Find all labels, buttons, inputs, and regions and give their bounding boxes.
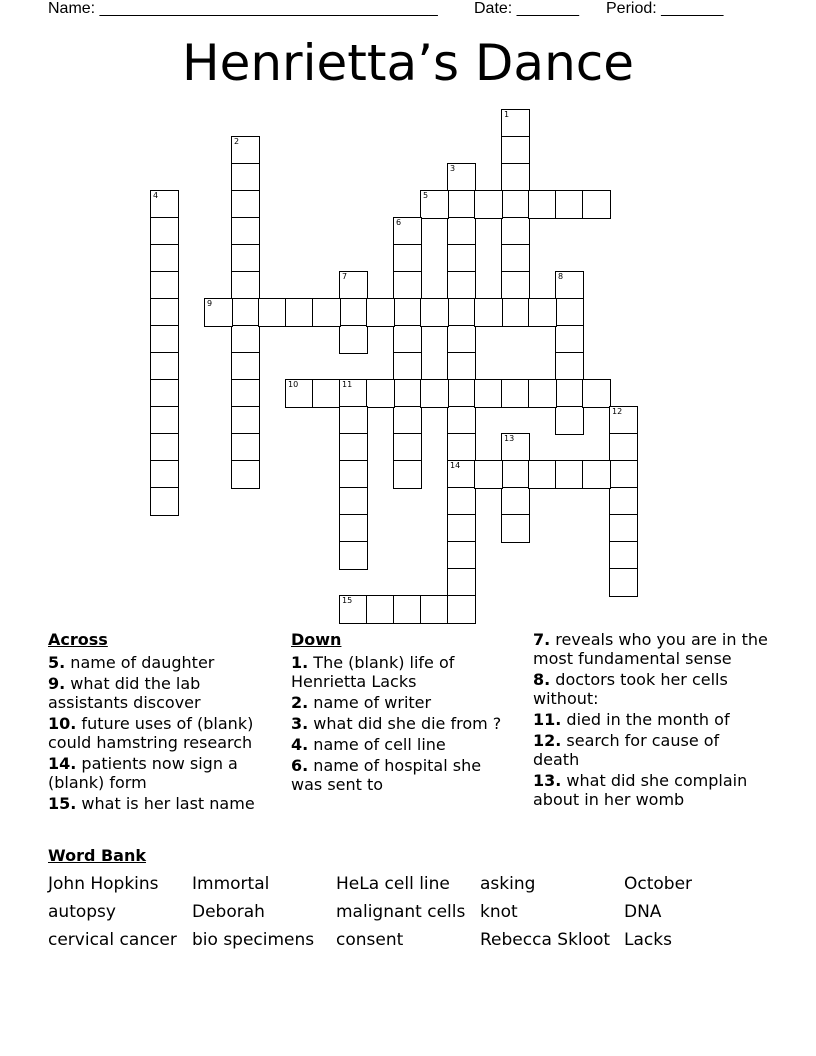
- grid-cell[interactable]: [420, 595, 449, 624]
- grid-cell[interactable]: [420, 298, 449, 327]
- clue-number-label: 6.: [291, 756, 309, 775]
- across-clues: [48, 630, 276, 815]
- grid-cell[interactable]: [339, 514, 368, 543]
- grid-cell[interactable]: [609, 514, 638, 543]
- grid-cell[interactable]: [501, 109, 530, 138]
- grid-cell[interactable]: [231, 352, 260, 381]
- grid-cell[interactable]: [474, 379, 503, 408]
- clue-text: name of cell line: [308, 735, 446, 754]
- grid-cell[interactable]: [393, 271, 422, 300]
- clue-number: 1: [504, 110, 510, 119]
- clue-number-label: 15.: [48, 794, 77, 813]
- grid-cell[interactable]: [339, 487, 368, 516]
- grid-cell[interactable]: [501, 190, 530, 219]
- grid-cell[interactable]: [555, 352, 584, 381]
- clue-text: reveals who you are in the most fundamental sense: [533, 630, 768, 668]
- grid-cell[interactable]: [474, 460, 503, 489]
- clue-text: search for cause of death: [533, 731, 720, 769]
- grid-cell[interactable]: [447, 298, 476, 327]
- word-bank-item: October: [624, 874, 693, 894]
- grid-cell[interactable]: [393, 244, 422, 273]
- grid-cell[interactable]: [231, 136, 260, 165]
- grid-cell[interactable]: [339, 541, 368, 570]
- grid-cell[interactable]: [501, 136, 530, 165]
- grid-cell[interactable]: [339, 595, 368, 624]
- grid-cell[interactable]: [150, 433, 179, 462]
- clue-text: future uses of (blank) could hamstring research: [48, 714, 254, 752]
- grid-cell[interactable]: [501, 244, 530, 273]
- clue-number: 5: [423, 191, 429, 200]
- clue-number: 11: [342, 380, 353, 389]
- puzzle-title: Henrietta’s Dance: [181, 34, 635, 92]
- word-bank-item: HeLa cell line: [336, 874, 450, 894]
- clue-text: died in the month of: [561, 710, 730, 729]
- grid-cell[interactable]: [339, 271, 368, 300]
- grid-cell[interactable]: [150, 460, 179, 489]
- grid-cell[interactable]: [447, 541, 476, 570]
- down-clue: [533, 731, 769, 769]
- word-bank-item: bio specimens: [192, 930, 315, 950]
- grid-cell[interactable]: [501, 163, 530, 192]
- grid-cell[interactable]: [150, 244, 179, 273]
- down-clue: [291, 714, 513, 733]
- word-bank-item: cervical cancer: [48, 930, 177, 950]
- grid-cell[interactable]: [339, 298, 368, 327]
- word-bank-item: knot: [480, 902, 518, 922]
- across-heading: Across: [48, 630, 108, 649]
- clue-text: what did she die from ?: [308, 714, 502, 733]
- grid-cell[interactable]: [285, 298, 314, 327]
- grid-cell[interactable]: [609, 433, 638, 462]
- grid-cell[interactable]: [339, 379, 368, 408]
- clue-number: 6: [396, 218, 402, 227]
- across-clue: [48, 714, 276, 752]
- grid-cell[interactable]: [231, 460, 260, 489]
- clue-number: 7: [342, 272, 348, 281]
- grid-cell[interactable]: [501, 298, 530, 327]
- grid-cell[interactable]: [447, 163, 476, 192]
- grid-cell[interactable]: [501, 433, 530, 462]
- grid-cell[interactable]: [231, 190, 260, 219]
- grid-cell[interactable]: [528, 379, 557, 408]
- clue-number-label: 12.: [533, 731, 562, 750]
- grid-cell[interactable]: [393, 217, 422, 246]
- word-bank-item: asking: [480, 874, 536, 894]
- grid-cell[interactable]: [555, 190, 584, 219]
- down-clue: [533, 630, 769, 668]
- clue-number-label: 13.: [533, 771, 562, 790]
- word-bank-item: malignant cells: [336, 902, 466, 922]
- clue-number-label: 5.: [48, 653, 66, 672]
- clue-text: name of writer: [308, 693, 432, 712]
- grid-cell[interactable]: [582, 190, 611, 219]
- grid-cell[interactable]: [285, 379, 314, 408]
- grid-cell[interactable]: [501, 271, 530, 300]
- date-field[interactable]: Date: _______: [474, 0, 579, 17]
- word-bank-item: autopsy: [48, 902, 116, 922]
- grid-cell[interactable]: [312, 379, 341, 408]
- word-bank-item: consent: [336, 930, 404, 950]
- down-clue: [291, 693, 513, 712]
- grid-cell[interactable]: [474, 190, 503, 219]
- clue-number-label: 8.: [533, 670, 551, 689]
- grid-cell[interactable]: [501, 487, 530, 516]
- grid-cell[interactable]: [447, 460, 476, 489]
- grid-cell[interactable]: [555, 406, 584, 435]
- clue-number: 15: [342, 596, 353, 605]
- clue-number: 9: [207, 299, 213, 308]
- clue-number-label: 3.: [291, 714, 309, 733]
- grid-cell[interactable]: [582, 460, 611, 489]
- grid-cell[interactable]: [447, 487, 476, 516]
- clue-text: patients now sign a (blank) form: [48, 754, 238, 792]
- grid-cell[interactable]: [609, 406, 638, 435]
- grid-cell[interactable]: [555, 271, 584, 300]
- across-clue: [48, 794, 276, 813]
- grid-cell[interactable]: [231, 163, 260, 192]
- grid-cell[interactable]: [258, 298, 287, 327]
- grid-cell[interactable]: [447, 433, 476, 462]
- grid-cell[interactable]: [150, 325, 179, 354]
- down-clue: [291, 735, 513, 754]
- grid-cell[interactable]: [339, 406, 368, 435]
- grid-cell[interactable]: [393, 352, 422, 381]
- grid-cell[interactable]: [447, 190, 476, 219]
- grid-cell[interactable]: [231, 217, 260, 246]
- word-bank-item: Deborah: [192, 902, 265, 922]
- grid-cell[interactable]: [474, 298, 503, 327]
- grid-cell[interactable]: [231, 298, 260, 327]
- grid-cell[interactable]: [393, 298, 422, 327]
- grid-cell[interactable]: [609, 460, 638, 489]
- clue-number-label: 10.: [48, 714, 77, 733]
- grid-cell[interactable]: [555, 298, 584, 327]
- grid-cell[interactable]: [528, 460, 557, 489]
- grid-cell[interactable]: [609, 487, 638, 516]
- grid-cell[interactable]: [447, 514, 476, 543]
- grid-cell[interactable]: [231, 379, 260, 408]
- grid-cell[interactable]: [393, 406, 422, 435]
- down-clues-continued: [533, 630, 769, 811]
- grid-cell[interactable]: [420, 190, 449, 219]
- clue-number: 12: [612, 407, 623, 416]
- grid-cell[interactable]: [528, 190, 557, 219]
- clue-text: name of daughter: [65, 653, 215, 672]
- word-bank-item: Lacks: [624, 930, 672, 950]
- clue-text: name of hospital she was sent to: [291, 756, 482, 794]
- grid-cell[interactable]: [501, 217, 530, 246]
- clue-text: what is her last name: [76, 794, 255, 813]
- grid-cell[interactable]: [447, 244, 476, 273]
- clue-number-label: 1.: [291, 653, 309, 672]
- grid-cell[interactable]: [150, 406, 179, 435]
- grid-cell[interactable]: [447, 406, 476, 435]
- name-field[interactable]: Name: ______________________________________: [48, 0, 438, 17]
- grid-cell[interactable]: [150, 352, 179, 381]
- word-bank-item: DNA: [624, 902, 662, 922]
- grid-cell[interactable]: [150, 271, 179, 300]
- grid-cell[interactable]: [393, 325, 422, 354]
- clue-text: doctors took her cells without:: [533, 670, 728, 708]
- word-bank-item: John Hopkins: [48, 874, 159, 894]
- grid-cell[interactable]: [555, 379, 584, 408]
- grid-cell[interactable]: [150, 190, 179, 219]
- clue-text: The (blank) life of Henrietta Lacks: [291, 653, 455, 691]
- grid-cell[interactable]: [231, 433, 260, 462]
- grid-cell[interactable]: [420, 379, 449, 408]
- clue-number: 4: [153, 191, 159, 200]
- clue-number: 2: [234, 137, 240, 146]
- clue-number-label: 7.: [533, 630, 551, 649]
- grid-cell[interactable]: [528, 298, 557, 327]
- grid-cell[interactable]: [231, 406, 260, 435]
- grid-cell[interactable]: [501, 379, 530, 408]
- grid-cell[interactable]: [150, 379, 179, 408]
- clue-number: 3: [450, 164, 456, 173]
- clue-text: what did she complain about in her womb: [533, 771, 748, 809]
- grid-cell[interactable]: [393, 433, 422, 462]
- clue-number-label: 4.: [291, 735, 309, 754]
- grid-cell[interactable]: [231, 244, 260, 273]
- word-bank-item: Rebecca Skloot: [480, 930, 611, 950]
- grid-cell[interactable]: [447, 271, 476, 300]
- clue-number-label: 14.: [48, 754, 77, 773]
- period-field[interactable]: Period: _______: [606, 0, 724, 17]
- grid-cell[interactable]: [501, 514, 530, 543]
- grid-cell[interactable]: [447, 217, 476, 246]
- grid-cell[interactable]: [366, 595, 395, 624]
- clue-number-label: 2.: [291, 693, 309, 712]
- grid-cell[interactable]: [231, 271, 260, 300]
- grid-cell[interactable]: [150, 487, 179, 516]
- across-clue: [48, 754, 276, 792]
- down-clue: [533, 710, 769, 729]
- grid-cell[interactable]: [231, 325, 260, 354]
- grid-cell[interactable]: [393, 379, 422, 408]
- grid-cell[interactable]: [312, 298, 341, 327]
- clue-number: 10: [288, 380, 299, 389]
- grid-cell[interactable]: [150, 217, 179, 246]
- grid-cell[interactable]: [609, 568, 638, 597]
- grid-cell[interactable]: [366, 379, 395, 408]
- grid-cell[interactable]: [447, 352, 476, 381]
- grid-cell[interactable]: [150, 298, 179, 327]
- across-clue: [48, 674, 276, 712]
- grid-cell[interactable]: [501, 460, 530, 489]
- word-bank-item: Immortal: [192, 874, 270, 894]
- grid-cell[interactable]: [447, 325, 476, 354]
- grid-cell[interactable]: [447, 568, 476, 597]
- word-bank-heading: Word Bank: [48, 846, 147, 865]
- clue-text: what did the lab assistants discover: [48, 674, 201, 712]
- down-clue: [533, 670, 769, 708]
- grid-cell[interactable]: [447, 595, 476, 624]
- grid-cell[interactable]: [339, 325, 368, 354]
- grid-cell[interactable]: [555, 460, 584, 489]
- grid-cell[interactable]: [447, 379, 476, 408]
- clue-number-label: 11.: [533, 710, 562, 729]
- down-clues: [291, 630, 513, 796]
- down-clue: [291, 756, 513, 794]
- grid-cell[interactable]: [339, 460, 368, 489]
- grid-cell[interactable]: [339, 433, 368, 462]
- across-clue: [48, 653, 276, 672]
- grid-cell[interactable]: [555, 325, 584, 354]
- clue-number: 13: [504, 434, 515, 443]
- down-heading: Down: [291, 630, 342, 649]
- grid-cell[interactable]: [393, 595, 422, 624]
- grid-cell[interactable]: [582, 379, 611, 408]
- grid-cell[interactable]: [366, 298, 395, 327]
- down-clue: [533, 771, 769, 809]
- grid-cell[interactable]: [204, 298, 233, 327]
- clue-number-label: 9.: [48, 674, 66, 693]
- clue-number: 14: [450, 461, 461, 470]
- grid-cell[interactable]: [393, 460, 422, 489]
- grid-cell[interactable]: [609, 541, 638, 570]
- down-clue: [291, 653, 513, 691]
- clue-number: 8: [558, 272, 564, 281]
